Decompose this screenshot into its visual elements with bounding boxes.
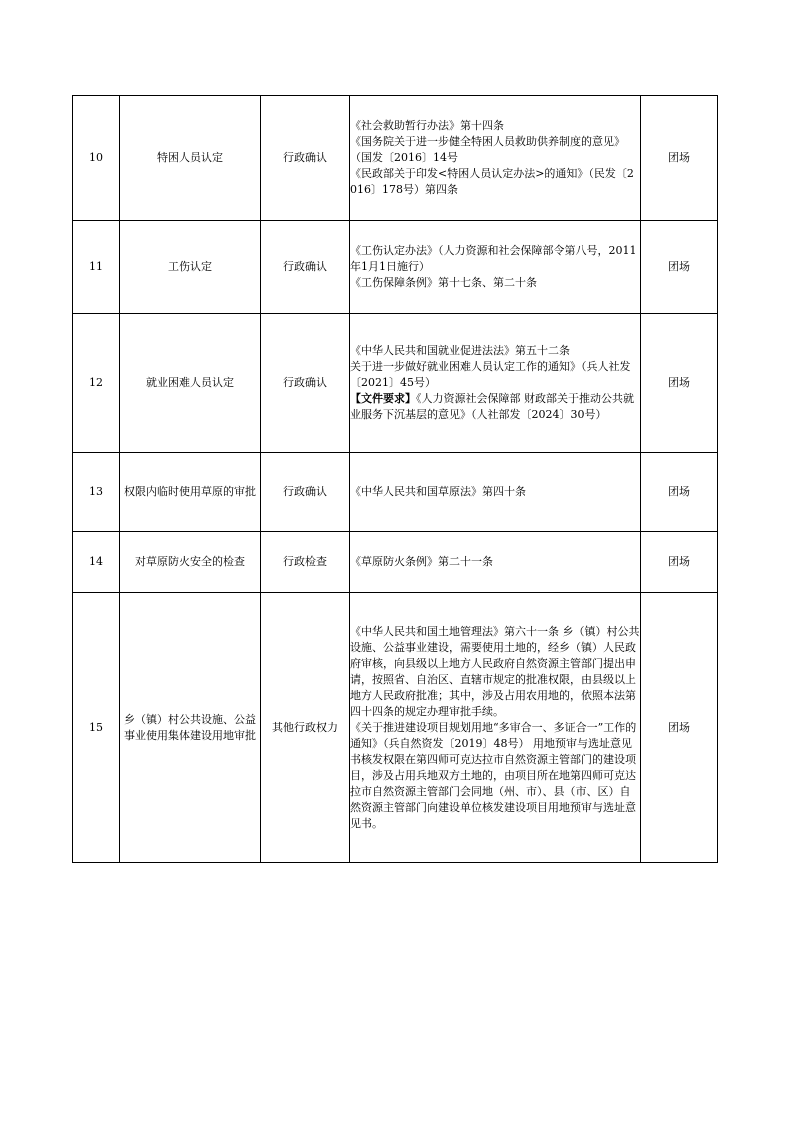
basis-line: 《关于推进建设项目规划用地“多审合一、多证合一”工作的通知》（兵自然资发〔2019〕48号） 用地预审与选址意见书核发权限在第四师可克达拉市自然资源主管部门的建设项目，涉及占用兵地双方土地的，由项目所在地第四师可克达拉市自然资源主管部门会同地（州、市）、县（市、区）自然资源主管部门向建设单位核发建设项目用地预审与选址意见书。: [350, 720, 637, 830]
item-department: 团场: [641, 221, 718, 314]
item-name: 工伤认定: [120, 221, 261, 314]
item-basis: [350, 314, 641, 453]
item-type: 行政确认: [261, 453, 350, 532]
item-name: 特困人员认定: [120, 96, 261, 221]
item-type: 行政确认: [261, 221, 350, 314]
row-number: 12: [73, 314, 120, 453]
item-type: 行政确认: [261, 314, 350, 453]
item-basis: [350, 532, 641, 593]
basis-line: 《中华人民共和国就业促进法法》第五十二条: [350, 344, 570, 357]
basis-line: 《社会救助暂行办法》第十四条: [350, 119, 504, 132]
basis-line: 《民政部关于印发<特困人员认定办法>的通知》（民发〔2016〕178号）第四条: [350, 167, 634, 196]
basis-line: 《工伤认定办法》（人力资源和社会保障部令第八号，2011年1月1日施行）: [350, 244, 637, 273]
basis-line: 《工伤保障条例》第十七条、第二十条: [350, 276, 537, 289]
item-basis: [350, 453, 641, 532]
item-name: 权限内临时使用草原的审批: [120, 453, 261, 532]
row-number: 10: [73, 96, 120, 221]
item-department: 团场: [641, 314, 718, 453]
item-basis: [350, 96, 641, 221]
basis-line: 关于进一步做好就业困难人员认定工作的通知》（兵人社发〔2021〕45号）: [350, 360, 631, 389]
item-name: 对草原防火安全的检查: [120, 532, 261, 593]
item-department: 团场: [641, 532, 718, 593]
item-department: 团场: [641, 593, 718, 863]
item-type: 行政检查: [261, 532, 350, 593]
table-row: [73, 314, 718, 453]
row-number: 11: [73, 221, 120, 314]
row-number: 15: [73, 593, 120, 863]
table-row: [73, 593, 718, 863]
row-number: 14: [73, 532, 120, 593]
item-basis: [350, 593, 641, 863]
file-requirement-text: 《人力资源社会保障部 财政部关于推动公共就业服务下沉基层的意见》（人社部发〔2024〕30号）: [350, 392, 634, 421]
item-department: 团场: [641, 453, 718, 532]
basis-line: [350, 391, 640, 423]
table-row: [73, 453, 718, 532]
table-row: [73, 221, 718, 314]
authority-table: [72, 95, 718, 863]
item-basis: [350, 221, 641, 314]
item-name: 就业困难人员认定: [120, 314, 261, 453]
item-name: 乡（镇）村公共设施、公益事业使用集体建设用地审批: [120, 593, 261, 863]
table-row: [73, 532, 718, 593]
item-department: 团场: [641, 96, 718, 221]
table-row: [73, 96, 718, 221]
basis-line: 《国务院关于进一步健全特困人员救助供养制度的意见》（国发〔2016〕14号: [350, 135, 625, 164]
item-type: 其他行政权力: [261, 593, 350, 863]
basis-line: 《中华人民共和国草原法》第四十条: [350, 485, 526, 498]
row-number: 13: [73, 453, 120, 532]
item-type: 行政确认: [261, 96, 350, 221]
basis-line: 《中华人民共和国土地管理法》第六十一条 乡（镇）村公共设施、公益事业建设，需要使用土地的，经乡（镇）人民政府审核，向县级以上地方人民政府自然资源主管部门提出申请，按照省、自治区、直辖市规定的批准权限，由县级以上地方人民政府批准；其中，涉及占用农用地的，依照本法第四十四条的规定办理审批手续。: [350, 624, 640, 718]
file-requirement-label: 【文件要求】: [350, 392, 416, 405]
basis-line: 《草原防火条例》第二十一条: [350, 555, 493, 568]
